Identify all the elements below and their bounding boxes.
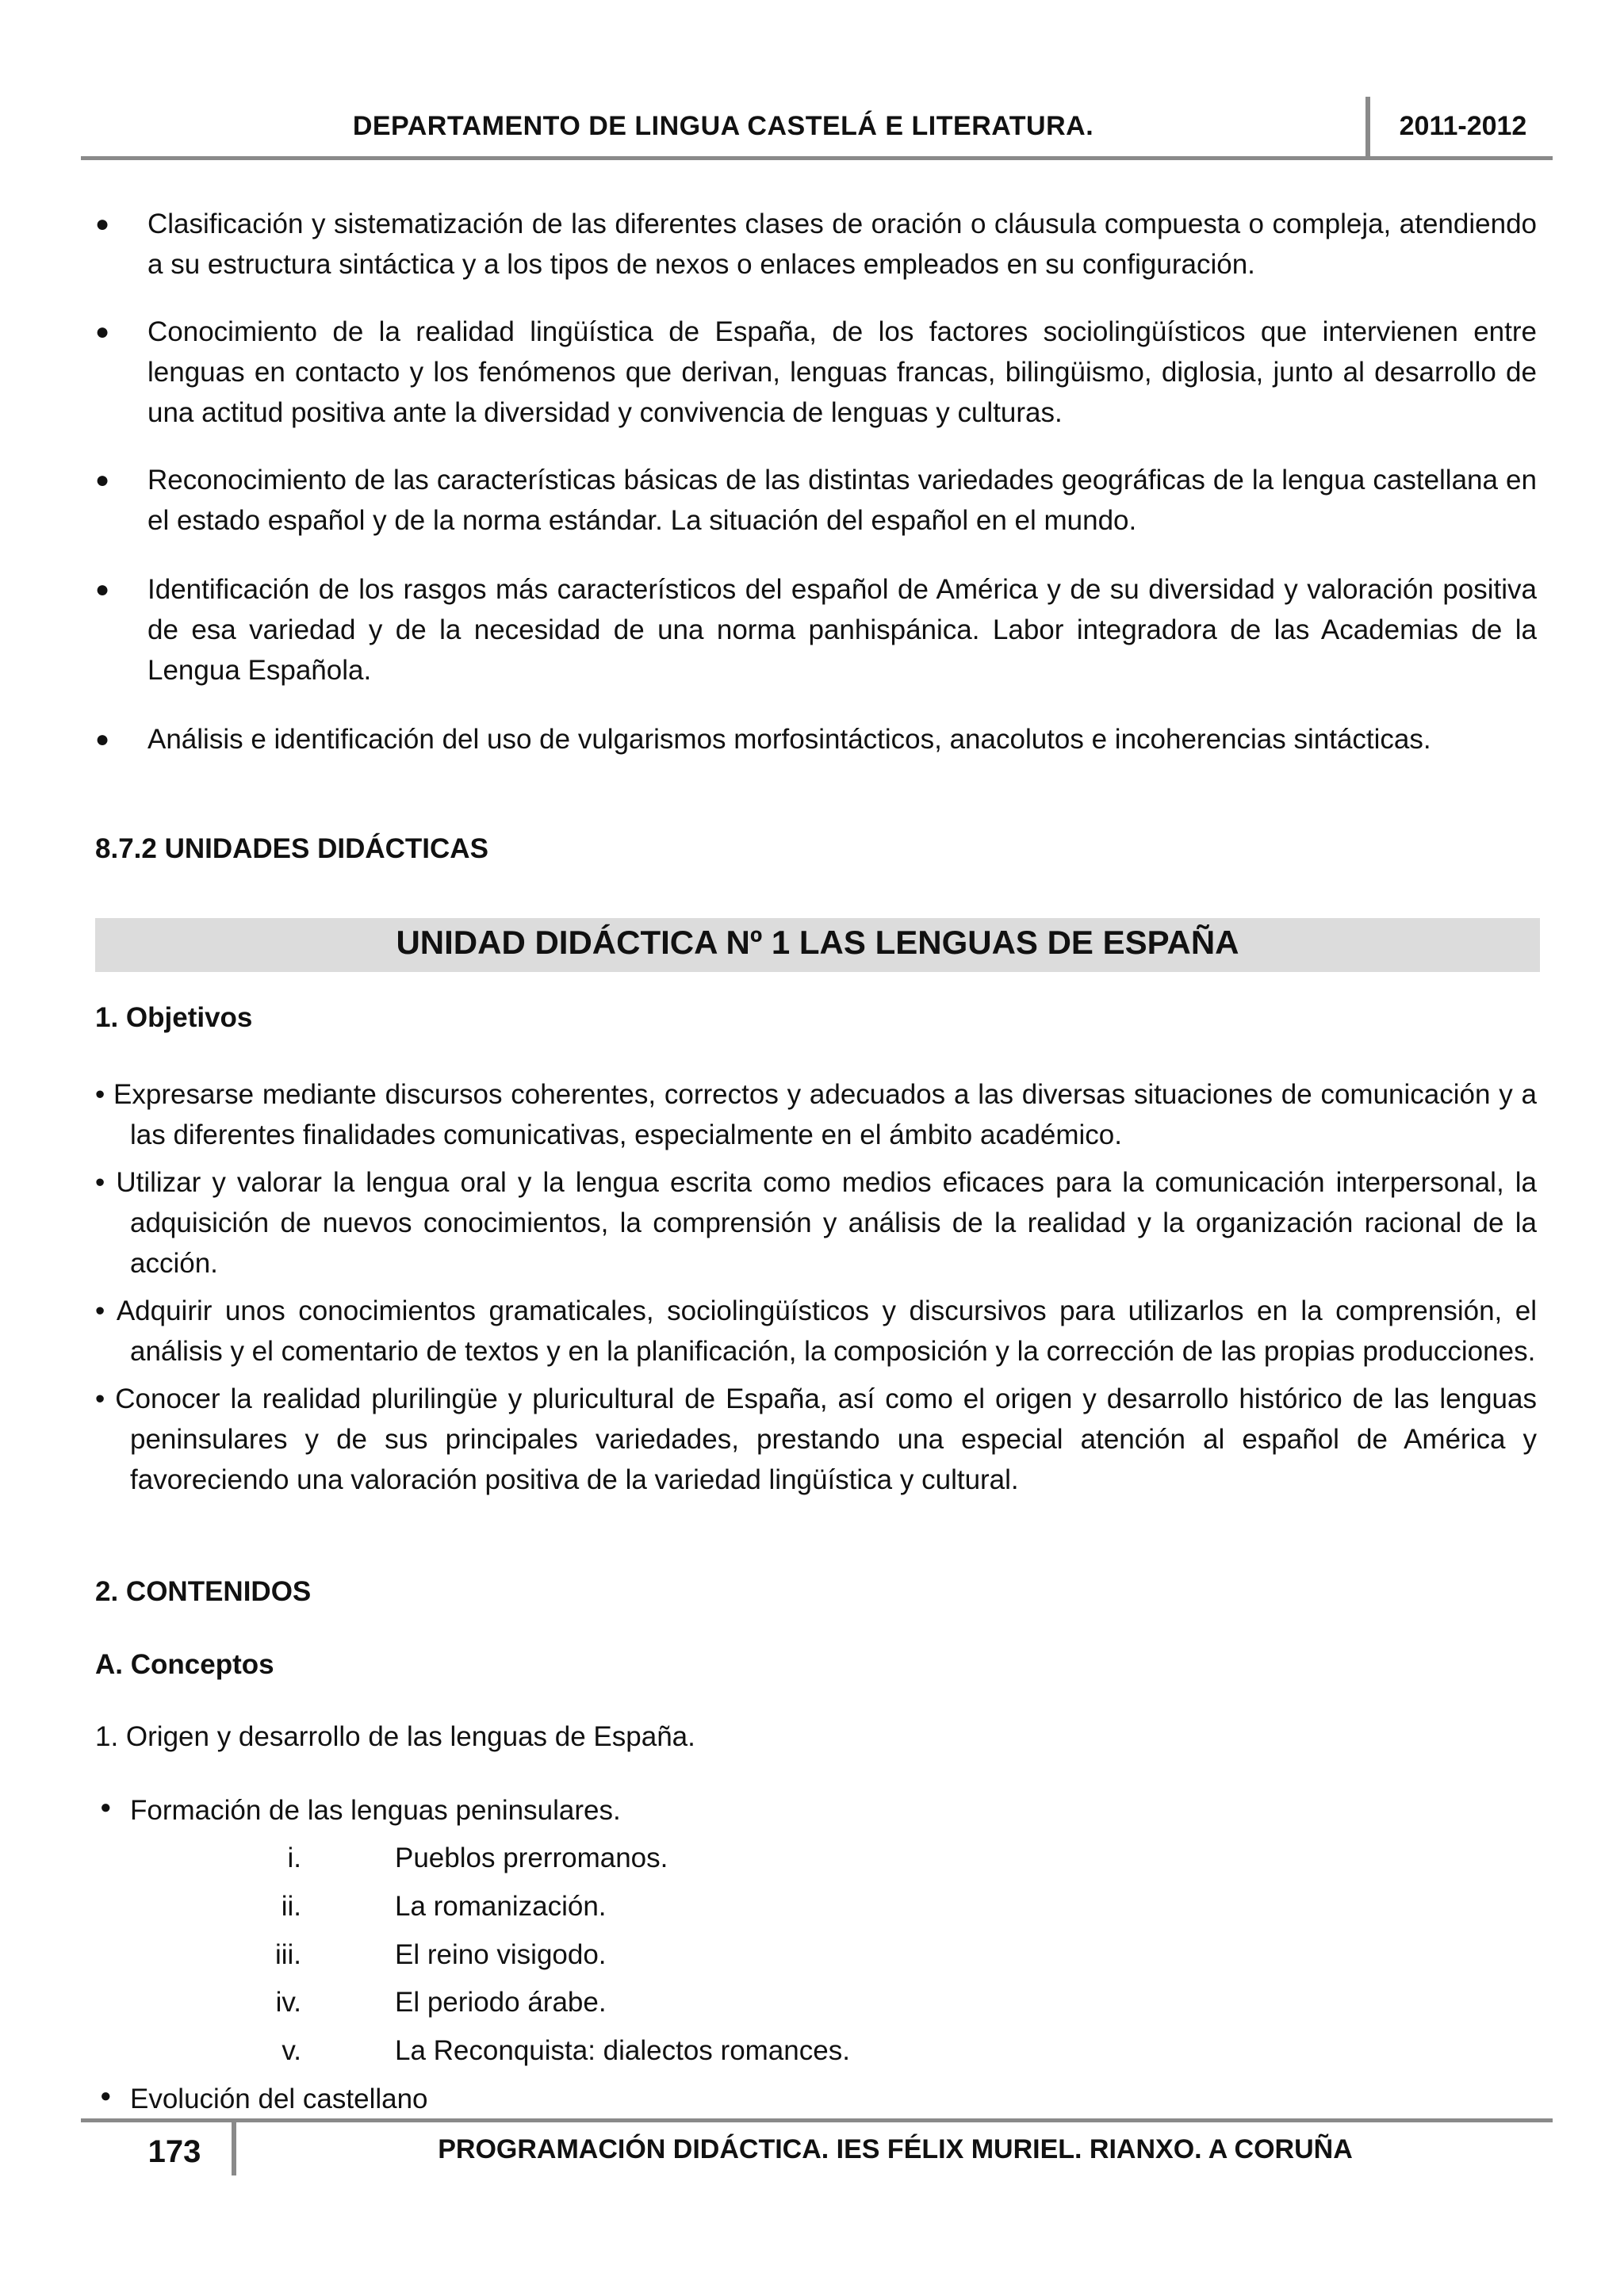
list-text: La romanización. bbox=[395, 1891, 607, 1922]
bullet-icon: ● bbox=[100, 2085, 112, 2107]
header-department: DEPARTAMENTO DE LINGUA CASTELÁ E LITERATURA. bbox=[352, 111, 1094, 141]
objective-item: • Conocer la realidad plurilingüe y pluricultural de España, así como el origen y desarrollo histórico de las lenguas peninsulares y de sus principales variedades, prestando una especial atención al español de América y favoreciendo una valoración positiva de la variedad lingüística y cultural. bbox=[95, 1383, 1537, 1495]
intro-bullet-text: Conocimiento de la realidad lingüística de España, de los factores sociolingüísticos que intervienen entre lenguas en contacto y los fenómenos que derivan, lenguas francas, bilingüismo, diglosia, junto al desarrollo de una actitud positiva ante la diversidad y convivencia de lenguas y culturas. bbox=[147, 316, 1537, 428]
objectives-list bbox=[95, 1074, 1537, 1500]
intro-bullet bbox=[95, 719, 1537, 760]
intro-bullet-text: Identificación de los rasgos más característicos del español de América y de su diversidad y valoración positiva de esa variedad y de la necesidad de una norma panhispánica. Labor integradora de las Academias de la Lengua Española. bbox=[147, 574, 1537, 686]
objective-item: • Expresarse mediante discursos coherentes, correctos y adecuados a las diversas situaciones de comunicación y a las diferentes finalidades comunicativas, especialmente en el ámbito académico. bbox=[95, 1079, 1537, 1150]
list-number: ii. bbox=[281, 1891, 301, 1922]
list-number: v. bbox=[282, 2035, 301, 2066]
intro-bullet-text: Análisis e identificación del uso de vulgarismos morfosintácticos, anacolutos e incoherencias sintácticas. bbox=[147, 724, 1431, 755]
list-text: Pueblos prerromanos. bbox=[395, 1843, 668, 1873]
footer-rule bbox=[81, 2118, 1553, 2122]
intro-bullet bbox=[95, 312, 1537, 433]
list-text: La Reconquista: dialectos romances. bbox=[395, 2035, 850, 2066]
section-heading: 8.7.2 UNIDADES DIDÁCTICAS bbox=[95, 833, 488, 864]
origin-line: 1. Origen y desarrollo de las lenguas de España. bbox=[95, 1721, 695, 1752]
intro-bullet bbox=[95, 569, 1537, 691]
bullet-icon: ● bbox=[95, 726, 110, 752]
footer-text: PROGRAMACIÓN DIDÁCTICA. IES FÉLIX MURIEL. RIANXO. A CORUÑA bbox=[438, 2134, 1353, 2164]
list-number: iii. bbox=[274, 1939, 301, 1970]
list-number: i. bbox=[287, 1843, 301, 1873]
concepts-heading: A. Conceptos bbox=[95, 1649, 274, 1680]
intro-bullet-text: Reconocimiento de las características básicas de las distintas variedades geográficas de la lengua castellana en el estado español y de la norma estándar. La situación del español en el mundo. bbox=[147, 465, 1537, 536]
objective-item: • Adquirir unos conocimientos gramaticales, sociolingüísticos y discursivos para utilizarlos en la comprensión, el análisis y el comentario de textos y en la planificación, la composición y la corrección de las propias producciones. bbox=[95, 1295, 1537, 1367]
bullet-icon: ● bbox=[95, 467, 110, 493]
evolution-label: Evolución del castellano bbox=[130, 2084, 428, 2114]
bullet-icon: ● bbox=[95, 319, 110, 345]
intro-bullet-text: Clasificación y sistematización de las diferentes clases de oración o cláusula compuesta o compleja, atendiendo a su estructura sintáctica y a los tipos de nexos o enlaces empleados en su configuración. bbox=[147, 209, 1537, 280]
footer-separator bbox=[232, 2118, 236, 2175]
bullet-icon: ● bbox=[95, 211, 110, 237]
bullet-icon: ● bbox=[95, 576, 110, 603]
header-rule bbox=[81, 156, 1553, 160]
objective-item: • Utilizar y valorar la lengua oral y la lengua escrita como medios eficaces para la comunicación interpersonal, la adquisición de nuevos conocimientos, la comprensión y análisis de la realidad y la organización racional de la acción. bbox=[95, 1167, 1537, 1279]
intro-bullet bbox=[95, 204, 1537, 285]
list-text: El reino visigodo. bbox=[395, 1939, 607, 1970]
formation-label: Formación de las lenguas peninsulares. bbox=[130, 1795, 621, 1826]
objectives-heading: 1. Objetivos bbox=[95, 1002, 253, 1033]
header-separator bbox=[1365, 97, 1370, 160]
list-number: iv. bbox=[275, 1987, 301, 2018]
page-number: 173 bbox=[147, 2134, 201, 2169]
unit-title: UNIDAD DIDÁCTICA Nº 1 LAS LENGUAS DE ESPAÑA bbox=[396, 924, 1239, 961]
list-text: El periodo árabe. bbox=[395, 1987, 607, 2018]
bullet-icon: ● bbox=[100, 1797, 112, 1818]
header-year: 2011-2012 bbox=[1399, 111, 1527, 141]
contents-heading: 2. CONTENIDOS bbox=[95, 1576, 312, 1607]
intro-bullet bbox=[95, 460, 1537, 541]
